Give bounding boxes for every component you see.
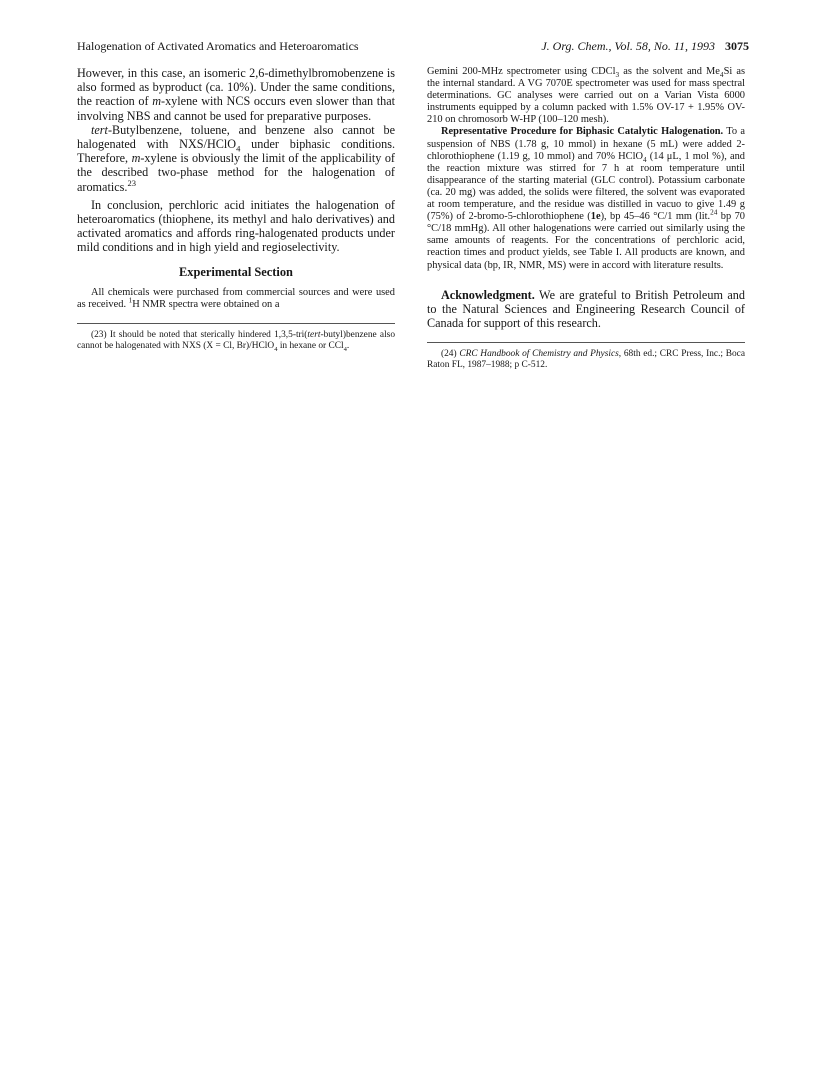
paragraph-limits: tert-Butylbenzene, toluene, and benzene also cannot be halogenated with NXS/HClO$_4$ under biphasic conditions. Therefore, m-xylene is obviously the limit of the applicability of the described two-phase method for the halogenation of aromatics.$^{23}$ (77, 122, 395, 194)
running-header-title: Halogenation of Activated Aromatics and Heteroaromatics (77, 39, 359, 53)
paragraph-byproduct: However, in this case, an isomeric 2,6-dimethylbromobenzene is also formed as byproduct (ca. 10%). Under the same conditions, the reaction of m-xylene with NCS occurs even slower than that involving NBS and cannot be used for preparative purposes. (77, 66, 395, 123)
footnote-23: (23) It should be noted that sterically hindered 1,3,5-tri(tert-butyl)benzene also cannot be halogenated with NXS (X = Cl, Br)/HClO$_4$ in hexane or CCl$_4$. (77, 329, 396, 353)
journal-citation: J. Org. Chem., Vol. 58, No. 11, 1993 (541, 39, 715, 53)
page-number: 3075 (725, 39, 749, 53)
running-header-journal (541, 39, 749, 53)
paragraph-procedure: Representative Procedure for Biphasic Catalytic Halogenation. To a suspension of NBS (1.78 g, 10 mmol) in hexane (5 mL) were added 2-chlorothiophene (1.19 g, 10 mmol) and 70% HClO$_4$ (14 μL, 1 mol %), and the reaction mixture was stirred for 7 h at room temperature until disappearance of the starting material (GLC control). Potassium carbonate (ca. 20 mg) was added, the solids were filtered, the solvent was evaporated at room temperature, and the residue was distilled in vacuo to give 1.49 g (75%) of 2-bromo-5-chlorothiophene (1e), bp 45–46 °C/1 mm (lit.$^{24}$ bp 70 °C/18 mmHg). All other halogenations were carried out similarly using the same amounts of reagents. For the concentrations of perchloric acid, reaction times and product yields, see Table I. All products are known, and physical data (bp, IR, NMR, MS) were in accord with literature results. (427, 126, 746, 271)
left-column (77, 66, 395, 352)
paragraph-instruments: Gemini 200-MHz spectrometer using CDCl$_3$ as the solvent and $Me_4Si$ as the internal standard. A VG 7070E spectrometer was used for mass spectral determinations. GC analyses were carried out on a Varian Vista 6000 instruments equipped by a column packed with 1.5% OV-17 + 1.95% OV-210 on chromosorb W-HP (100–120 mesh). (427, 66, 746, 126)
section-heading-experimental: Experimental Section (179, 264, 293, 279)
footnote-rule (77, 323, 395, 324)
paragraph-experimental: All chemicals were purchased from commercial sources and were used as received. $^1$H NMR spectra were obtained on a (77, 286, 395, 310)
footnote-24: (24) CRC Handbook of Chemistry and Physics, 68th ed.; CRC Press, Inc.; Boca Raton FL, 1987–1988; p C-512. (427, 349, 745, 371)
acknowledgment-heading: Acknowledgment. (441, 287, 535, 302)
acknowledgment: Acknowledgment. We are grateful to British Petroleum and to the Natural Sciences and Engineering Research Council of Canada for support of this research. (427, 287, 745, 330)
procedure-heading: Representative Procedure for Biphasic Catalytic Halogenation. (441, 126, 724, 138)
paragraph-conclusion: In conclusion, perchloric acid initiates the halogenation of heteroaromatics (thiophene, its methyl and halo derivatives) and activated aromatics and affords ring-halogenated products under mild conditions and in high yield and regioselectivity. (77, 197, 395, 255)
footnote-rule-right (427, 342, 745, 343)
right-column (427, 66, 745, 371)
